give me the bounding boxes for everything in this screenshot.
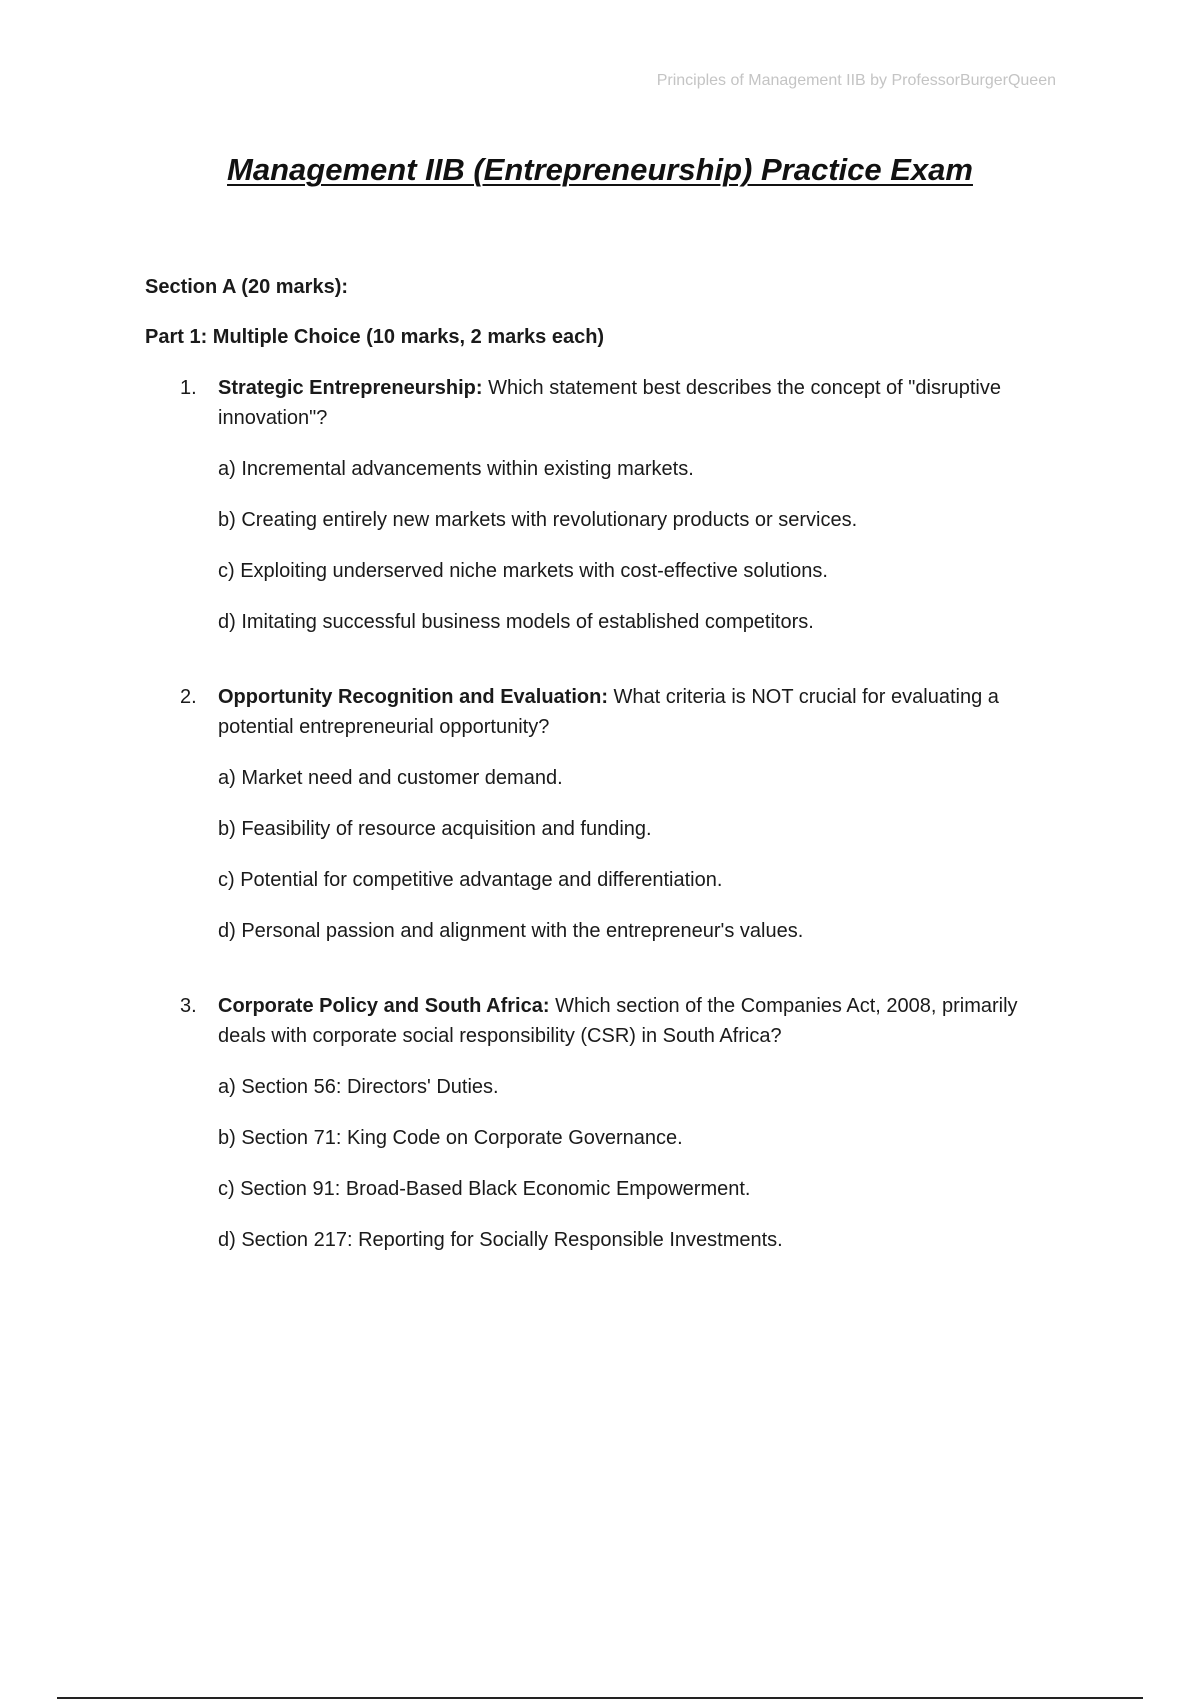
option-a: a) Section 56: Directors' Duties.	[218, 1076, 499, 1098]
question-prompt: Which section of the Companies Act, 2008, primarily deals with corporate social responsibility (CSR) in South Africa?	[218, 995, 1018, 1047]
option-d: d) Imitating successful business models of established competitors.	[218, 611, 814, 633]
page-title: Management IIB (Entrepreneurship) Practice Exam	[227, 152, 973, 187]
option-list	[218, 1072, 1045, 1255]
question-number: 2.	[180, 686, 197, 708]
question-2	[145, 682, 1045, 946]
part-heading: Part 1: Multiple Choice (10 marks, 2 marks each)	[145, 326, 605, 348]
question-prompt: Which statement best describes the concept of "disruptive innovation"?	[218, 377, 1001, 429]
option-a: a) Market need and customer demand.	[218, 767, 563, 789]
option-list	[218, 454, 1045, 637]
question-topic: Opportunity Recognition and Evaluation:	[218, 686, 608, 708]
question-1	[145, 373, 1045, 637]
option-c: c) Section 91: Broad-Based Black Economic Empowerment.	[218, 1178, 751, 1200]
option-b: b) Feasibility of resource acquisition and funding.	[218, 818, 652, 840]
option-d: d) Section 217: Reporting for Socially Responsible Investments.	[218, 1229, 783, 1251]
option-a: a) Incremental advancements within existing markets.	[218, 458, 694, 480]
exam-content	[145, 272, 1045, 1276]
question-text	[218, 991, 1018, 1051]
question-topic: Strategic Entrepreneurship:	[218, 377, 483, 399]
option-b: b) Creating entirely new markets with revolutionary products or services.	[218, 509, 858, 531]
question-3	[145, 991, 1045, 1255]
section-heading: Section A (20 marks):	[145, 276, 349, 298]
option-c: c) Exploiting underserved niche markets with cost-effective solutions.	[218, 560, 828, 582]
footer-divider	[57, 1697, 1143, 1699]
option-c: c) Potential for competitive advantage and differentiation.	[218, 869, 723, 891]
question-number: 3.	[180, 995, 197, 1017]
option-d: d) Personal passion and alignment with the entrepreneur's values.	[218, 920, 804, 942]
option-list	[218, 763, 1045, 946]
question-number: 1.	[180, 377, 197, 399]
option-b: b) Section 71: King Code on Corporate Governance.	[218, 1127, 683, 1149]
question-prompt: What criteria is NOT crucial for evaluating a potential entrepreneurial opportunity?	[218, 686, 999, 738]
question-topic: Corporate Policy and South Africa:	[218, 995, 550, 1017]
question-text	[218, 373, 1018, 433]
header-note: Principles of Management IIB by ProfessorBurgerQueen	[656, 72, 1056, 89]
question-text	[218, 682, 1018, 742]
